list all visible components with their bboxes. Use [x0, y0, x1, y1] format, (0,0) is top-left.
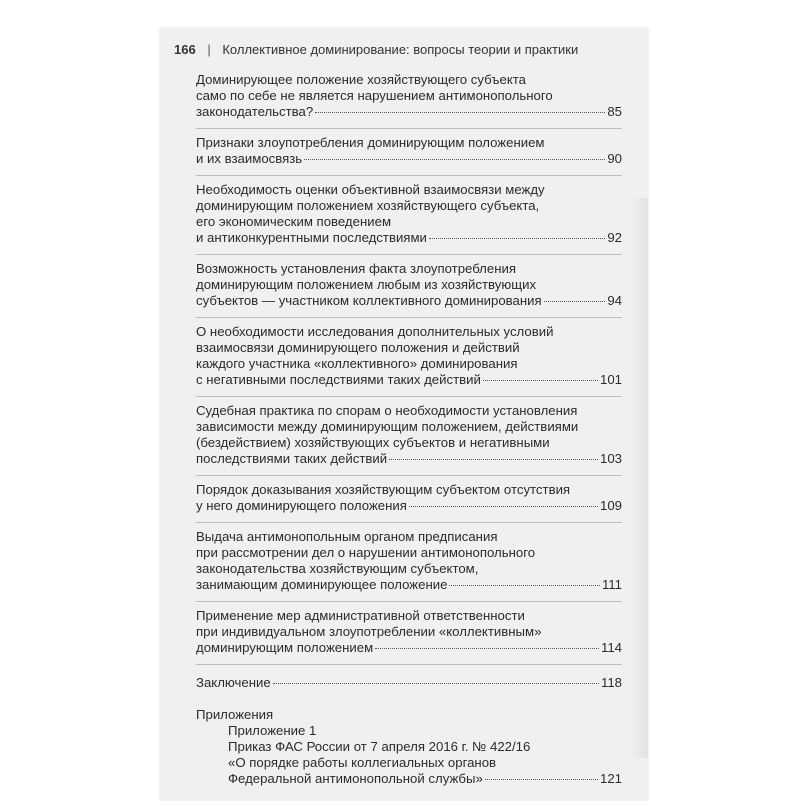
dot-leader [544, 301, 606, 302]
toc-entry [196, 72, 622, 129]
toc-entry-text: доминирующим положением [196, 640, 374, 655]
toc-page-number: 94 [607, 293, 622, 308]
toc-entry-last-line [196, 104, 622, 120]
toc-entry-last-line [196, 640, 622, 656]
running-title: Коллективное доминирование: вопросы теории и практики [222, 42, 579, 57]
toc-page-number: 92 [607, 230, 622, 245]
toc-entry-last-line [196, 230, 622, 246]
appendices-title: Приложения [196, 707, 274, 722]
toc-entry-line: при рассмотрении дел о нарушении антимонопольного [196, 545, 536, 560]
toc-entry-line: Возможность установления факта злоупотребления [196, 261, 516, 276]
toc-entry-text: занимающим доминирующее положение [196, 577, 448, 592]
appendix-entry [196, 723, 622, 787]
toc-entry-line: законодательства хозяйствующим субъектом, [196, 561, 479, 576]
dot-leader [273, 683, 599, 684]
toc-entry-last-line [196, 675, 622, 691]
toc-entry-line: Порядок доказывания хозяйствующим субъектом отсутствия [196, 482, 571, 497]
toc-entry-line: доминирующим положением любым из хозяйствующих [196, 277, 537, 292]
book-page [160, 28, 648, 800]
dot-leader [449, 585, 600, 586]
toc-entry [196, 482, 622, 523]
toc-entry-line: Применение мер административной ответственности [196, 608, 525, 623]
toc-entry-last-line [196, 372, 622, 388]
toc-entry-line: О необходимости исследования дополнительных условий [196, 324, 554, 339]
toc-entry-line: Судебная практика по спорам о необходимости установления [196, 403, 578, 418]
toc-entry-text: субъектов — участником коллективного доминирования [196, 293, 542, 308]
running-header [174, 42, 628, 58]
toc-entry-last-line [196, 293, 622, 309]
toc-entry [196, 529, 622, 602]
appendix-text: Федеральной антимонопольной службы» [228, 771, 483, 786]
dot-leader [485, 779, 598, 780]
toc-entry-last-line [196, 498, 622, 514]
appendix-line: Приказ ФАС России от 7 апреля 2016 г. № 422/16 [228, 739, 531, 754]
toc-entry-last-line [196, 577, 622, 593]
dot-leader [389, 459, 598, 460]
toc-entry-text: с негативными последствиями таких действий [196, 372, 481, 387]
toc-page-number: 85 [607, 104, 622, 119]
toc-entry-text: последствиями таких действий [196, 451, 388, 466]
toc-entry-line: доминирующим положением хозяйствующего субъекта, [196, 198, 540, 213]
dot-leader [429, 238, 605, 239]
toc-entry [196, 261, 622, 318]
toc-entry [196, 135, 622, 176]
toc-entry-text: и их взаимосвязь [196, 151, 303, 166]
header-separator: | [207, 42, 211, 57]
toc-page-number: 109 [599, 498, 622, 513]
table-of-contents [196, 72, 622, 787]
toc-entry [196, 324, 622, 397]
toc-page-number: 114 [600, 640, 622, 655]
toc-entry-line: (бездействием) хозяйствующих субъектов и негативными [196, 435, 550, 450]
toc-entry [196, 675, 622, 699]
appendix-last-line [228, 771, 622, 787]
toc-entry-line: зависимости между доминирующим положением, действиями [196, 419, 579, 434]
toc-entry [196, 403, 622, 476]
toc-page-number: 121 [599, 771, 622, 786]
toc-entry-line: Выдача антимонопольным органом предписания [196, 529, 498, 544]
page-shadow [630, 198, 648, 758]
toc-entry-text: Заключение [196, 675, 271, 690]
toc-entry-last-line [196, 151, 622, 167]
toc-page-number: 103 [599, 451, 622, 466]
toc-entry-text: законодательства? [196, 104, 314, 119]
toc-page-number: 90 [607, 151, 622, 166]
toc-entry-line: его экономическим поведением [196, 214, 392, 229]
toc-entry-text: и антиконкурентными последствиями [196, 230, 427, 245]
toc-entry-line: при индивидуальном злоупотреблении «коллективным» [196, 624, 542, 639]
dot-leader [304, 159, 605, 160]
toc-entry-line: Доминирующее положение хозяйствующего субъекта [196, 72, 526, 87]
dot-leader [483, 380, 598, 381]
dot-leader [315, 112, 605, 113]
page-number: 166 [174, 42, 196, 57]
appendix-line: «О порядке работы коллегиальных органов [228, 755, 497, 770]
toc-entry-line: Необходимость оценки объективной взаимосвязи между [196, 182, 545, 197]
appendices-section [196, 707, 622, 787]
toc-page-number: 118 [600, 675, 622, 690]
toc-entry-line: каждого участника «коллективного» доминирования [196, 356, 518, 371]
toc-entry [196, 182, 622, 255]
toc-entry-last-line [196, 451, 622, 467]
toc-entry-line: само по себе не является нарушением антимонопольного [196, 88, 553, 103]
toc-entry-text: у него доминирующего положения [196, 498, 407, 513]
toc-entry [196, 608, 622, 665]
toc-entry-line: взаимосвязи доминирующего положения и действий [196, 340, 520, 355]
appendix-line: Приложение 1 [228, 723, 317, 738]
toc-page-number: 101 [599, 372, 622, 387]
toc-page-number: 111 [601, 577, 622, 592]
dot-leader [409, 506, 598, 507]
dot-leader [375, 648, 599, 649]
toc-entry-line: Признаки злоупотребления доминирующим положением [196, 135, 545, 150]
